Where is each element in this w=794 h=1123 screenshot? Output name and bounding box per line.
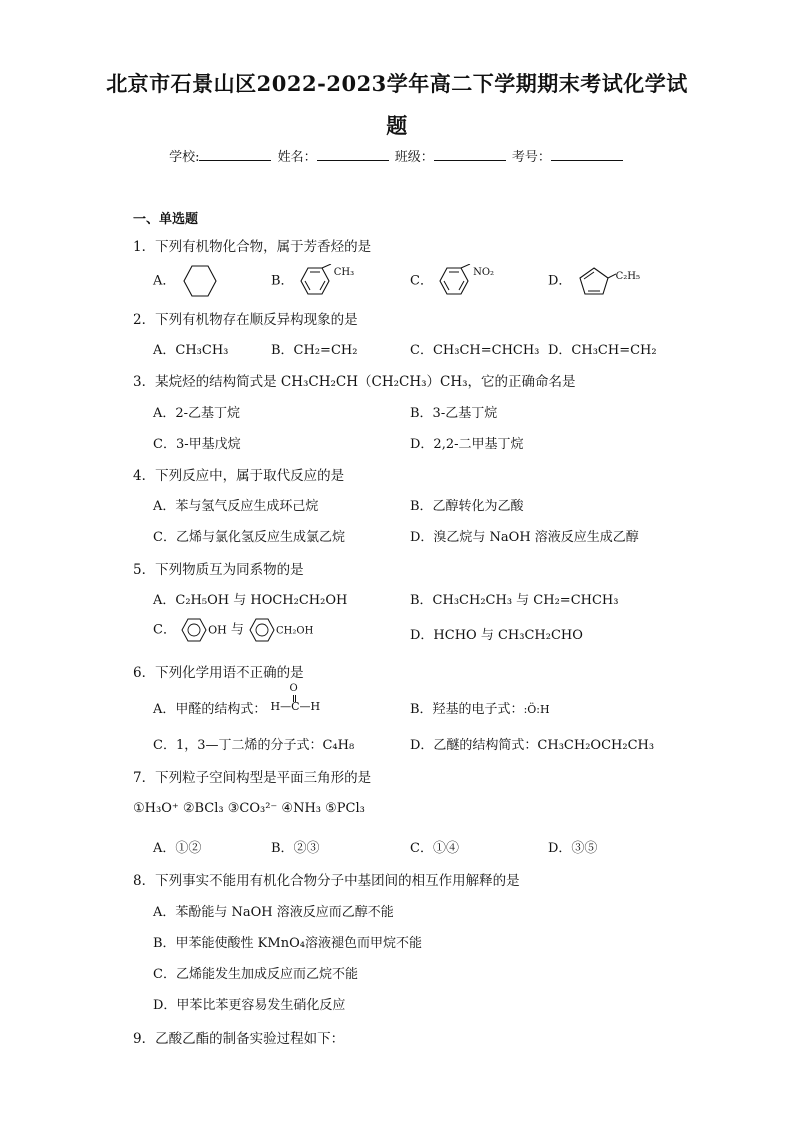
question-2-stem: 2．下列有机物存在顺反异构现象的是 <box>133 312 358 328</box>
question-8-stem: 8．下列事实不能用有机化合物分子中基团间的相互作用解释的是 <box>133 873 520 889</box>
question-7-stem: 7．下列粒子空间构型是平面三角形的是 <box>133 770 372 786</box>
name-blank[interactable] <box>317 148 389 161</box>
q6-option-b-label: B．羟基的电子式： <box>410 702 524 717</box>
phenol-ring-icon <box>180 617 208 643</box>
toluene-structure-icon <box>298 264 334 298</box>
q2-option-b: B．CH₂=CH₂ <box>271 343 358 358</box>
q7-option-b: B．②③ <box>271 841 320 856</box>
name-label: 姓名： <box>277 150 317 165</box>
q1-option-d-label: D． <box>548 273 572 289</box>
question-9-stem: 9．乙酸乙酯的制备实验过程如下： <box>133 1031 345 1047</box>
q6-option-d: D．乙醚的结构简式：CH₃CH₂OCH₂CH₃ <box>410 738 655 753</box>
q7-option-d: D．③⑤ <box>548 841 598 856</box>
question-1-stem: 1．下列有机物化合物，属于芳香烃的是 <box>133 239 372 255</box>
benzyl-alcohol-ring-icon <box>248 617 276 643</box>
q7-option-c: C．①④ <box>410 841 459 856</box>
ethylcyclopentadiene-structure-icon <box>576 264 616 298</box>
q6-option-c: C．1，3—丁二烯的分子式：C₄H₈ <box>153 738 355 753</box>
hydroxyl-electron-formula: :Ö:H <box>523 703 550 716</box>
exam-title-line1: 北京市石景山区2022-2023学年高二下学期期末考试化学试 <box>106 71 688 96</box>
q6-option-a <box>153 683 321 717</box>
q3-option-a: A．2-乙基丁烷 <box>153 406 241 421</box>
q2-option-c: C．CH₃CH=CHCH₃ <box>410 343 540 358</box>
cyclohexane-structure-icon <box>180 264 220 298</box>
q5-c-oh: OH <box>208 623 227 637</box>
q4-option-c: C．乙烯与氯化氢反应生成氯乙烷 <box>153 530 345 545</box>
question-4-stem: 4．下列反应中，属于取代反应的是 <box>133 468 345 484</box>
class-blank[interactable] <box>434 148 506 161</box>
q2-option-a: A．CH₃CH₃ <box>153 343 229 358</box>
q1-option-a-label: A． <box>153 273 176 289</box>
class-label: 班级： <box>394 150 434 165</box>
q4-option-b: B．乙醇转化为乙酸 <box>410 499 524 514</box>
q7-option-a: A．①② <box>153 841 202 856</box>
question-5-stem: 5．下列物质互为同系物的是 <box>133 562 304 578</box>
q6-a-oxygen: O <box>289 683 298 694</box>
q1-option-c <box>410 264 494 298</box>
q6-a-chain: H—C—H <box>270 700 321 713</box>
question-3-stem: 3．某烷烃的结构简式是 CH₃CH₂CH（CH₂CH₃）CH₃，它的正确命名是 <box>133 374 576 390</box>
q7-items: ①H₃O⁺ ②BCl₃ ③CO₃²⁻ ④NH₃ ⑤PCl₃ <box>133 801 365 816</box>
q1-option-c-label: C． <box>410 273 433 289</box>
q5-c-ch2oh: CH₂OH <box>276 625 314 637</box>
exam-no-label: 考号： <box>511 150 551 165</box>
q6-option-b <box>410 698 550 717</box>
nitrobenzene-structure-icon <box>437 264 473 298</box>
q5-option-c-label: C． <box>153 622 176 638</box>
q5-option-c <box>153 617 313 643</box>
q1-b-substituent: CH₃ <box>333 266 355 278</box>
q2-option-d: D．CH₃CH=CH₂ <box>548 343 657 358</box>
q3-option-b: B．3-乙基丁烷 <box>410 406 498 421</box>
question-6-stem: 6．下列化学用语不正确的是 <box>133 665 304 681</box>
q6-option-a-label: A．甲醛的结构式： <box>153 702 267 717</box>
q1-option-a <box>153 264 220 298</box>
q1-option-d <box>548 264 640 298</box>
exam-no-blank[interactable] <box>551 148 623 161</box>
exam-title-line2: 题 <box>386 113 408 138</box>
school-label: 学校: <box>169 150 200 165</box>
q8-option-a: A．苯酚能与 NaOH 溶液反应而乙醇不能 <box>153 905 394 920</box>
q1-d-substituent: C₂H₅ <box>615 270 640 282</box>
formaldehyde-structure <box>270 683 321 713</box>
section-heading: 一、单选题 <box>133 212 199 227</box>
q1-c-substituent: NO₂ <box>473 266 495 278</box>
school-blank[interactable] <box>199 148 271 161</box>
q4-option-a: A．苯与氢气反应生成环己烷 <box>153 499 319 514</box>
q8-option-b: B．甲苯能使酸性 KMnO₄溶液褪色而甲烷不能 <box>153 936 422 951</box>
q3-option-d: D．2,2-二甲基丁烷 <box>410 437 524 452</box>
q1-option-b-label: B． <box>271 273 294 289</box>
q8-option-d: D．甲苯比苯更容易发生硝化反应 <box>153 998 346 1013</box>
q1-option-b <box>271 264 354 298</box>
student-info-row <box>0 146 794 165</box>
q8-option-c: C．乙烯能发生加成反应而乙烷不能 <box>153 967 358 982</box>
q5-option-b: B．CH₃CH₂CH₃ 与 CH₂=CHCH₃ <box>410 593 619 608</box>
q5-c-yu: 与 <box>230 622 244 638</box>
q3-option-c: C．3-甲基戊烷 <box>153 437 241 452</box>
q4-option-d: D．溴乙烷与 NaOH 溶液反应生成乙醇 <box>410 530 639 545</box>
q5-option-d: D．HCHO 与 CH₃CH₂CHO <box>410 628 583 643</box>
q5-option-a: A．C₂H₅OH 与 HOCH₂CH₂OH <box>153 593 348 608</box>
